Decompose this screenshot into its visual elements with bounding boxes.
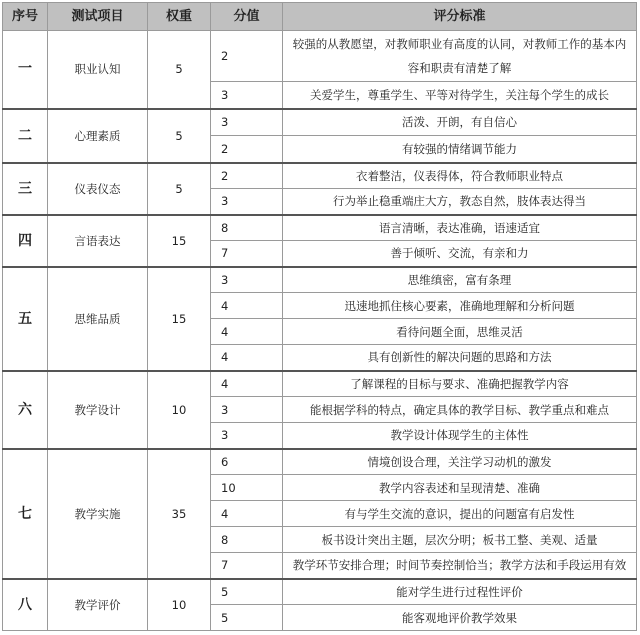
header-no: 序号 [3, 3, 48, 31]
group-item: 职业认知 [48, 31, 148, 109]
group-number: 二 [3, 109, 48, 163]
row-criterion: 情境创设合理，关注学习动机的激发 [283, 449, 637, 475]
row-criterion: 行为举止稳重端庄大方，教态自然，肢体表达得当 [283, 189, 637, 215]
group-item: 思维品质 [48, 267, 148, 371]
row-criterion: 教学设计体现学生的主体性 [283, 423, 637, 449]
group-item: 教学评价 [48, 579, 148, 631]
row-criterion: 看待问题全面，思维灵活 [283, 319, 637, 345]
row-criterion: 善于倾听、交流，有亲和力 [283, 241, 637, 267]
group-weight: 10 [148, 371, 211, 449]
row-criterion: 能客观地评价教学效果 [283, 605, 637, 631]
scoring-table [2, 2, 637, 631]
table-row [3, 579, 637, 605]
group-number: 四 [3, 215, 48, 267]
row-score: 2 [211, 31, 283, 82]
row-criterion: 思维缜密，富有条理 [283, 267, 637, 293]
row-score: 4 [211, 293, 283, 319]
group-number: 五 [3, 267, 48, 371]
row-criterion: 衣着整洁，仪表得体，符合教师职业特点 [283, 163, 637, 189]
row-criterion: 迅速地抓住核心要素，准确地理解和分析问题 [283, 293, 637, 319]
row-criterion: 能对学生进行过程性评价 [283, 579, 637, 605]
row-score: 8 [211, 215, 283, 241]
table-row [3, 449, 637, 475]
row-score: 4 [211, 371, 283, 397]
header-row [3, 3, 637, 31]
group-weight: 10 [148, 579, 211, 631]
group-weight: 5 [148, 109, 211, 163]
table-row [3, 371, 637, 397]
row-score: 3 [211, 82, 283, 109]
row-score: 2 [211, 136, 283, 163]
group-weight: 15 [148, 215, 211, 267]
row-score: 5 [211, 579, 283, 605]
group-number: 六 [3, 371, 48, 449]
row-criterion: 有与学生交流的意识，提出的问题富有启发性 [283, 501, 637, 527]
row-criterion: 有较强的情绪调节能力 [283, 136, 637, 163]
row-score: 4 [211, 345, 283, 371]
row-score: 3 [211, 189, 283, 215]
row-score: 7 [211, 553, 283, 579]
row-criterion: 较强的从教愿望，对教师职业有高度的认同，对教师工作的基本内容和职责有清楚了解 [283, 31, 637, 82]
row-criterion: 语言清晰，表达准确，语速适宜 [283, 215, 637, 241]
row-score: 3 [211, 423, 283, 449]
row-score: 7 [211, 241, 283, 267]
row-criterion: 教学内容表述和呈现清楚、准确 [283, 475, 637, 501]
row-score: 6 [211, 449, 283, 475]
row-criterion: 具有创新性的解决问题的思路和方法 [283, 345, 637, 371]
row-score: 4 [211, 501, 283, 527]
group-item: 心理素质 [48, 109, 148, 163]
group-number: 一 [3, 31, 48, 109]
group-weight: 35 [148, 449, 211, 579]
group-weight: 15 [148, 267, 211, 371]
row-criterion: 板书设计突出主题，层次分明；板书工整、美观、适量 [283, 527, 637, 553]
row-criterion: 了解课程的目标与要求、准确把握教学内容 [283, 371, 637, 397]
group-item: 仪表仪态 [48, 163, 148, 215]
row-criterion: 教学环节安排合理；时间节奏控制恰当；教学方法和手段运用有效 [283, 553, 637, 579]
group-number: 七 [3, 449, 48, 579]
row-score: 10 [211, 475, 283, 501]
table-row [3, 109, 637, 136]
row-score: 3 [211, 109, 283, 136]
row-criterion: 活泼、开朗，有自信心 [283, 109, 637, 136]
table-row [3, 267, 637, 293]
row-score: 2 [211, 163, 283, 189]
row-criterion: 关爱学生，尊重学生、平等对待学生，关注每个学生的成长 [283, 82, 637, 109]
group-item: 教学实施 [48, 449, 148, 579]
header-score: 分值 [211, 3, 283, 31]
table-row [3, 215, 637, 241]
row-score: 5 [211, 605, 283, 631]
header-weight: 权重 [148, 3, 211, 31]
table-row [3, 163, 637, 189]
group-weight: 5 [148, 163, 211, 215]
group-number: 三 [3, 163, 48, 215]
table-row [3, 31, 637, 82]
row-criterion: 能根据学科的特点，确定具体的教学目标、教学重点和难点 [283, 397, 637, 423]
group-weight: 5 [148, 31, 211, 109]
row-score: 3 [211, 267, 283, 293]
header-item: 测试项目 [48, 3, 148, 31]
group-item: 言语表达 [48, 215, 148, 267]
group-item: 教学设计 [48, 371, 148, 449]
row-score: 8 [211, 527, 283, 553]
row-score: 4 [211, 319, 283, 345]
group-number: 八 [3, 579, 48, 631]
header-criteria: 评分标准 [283, 3, 637, 31]
row-score: 3 [211, 397, 283, 423]
